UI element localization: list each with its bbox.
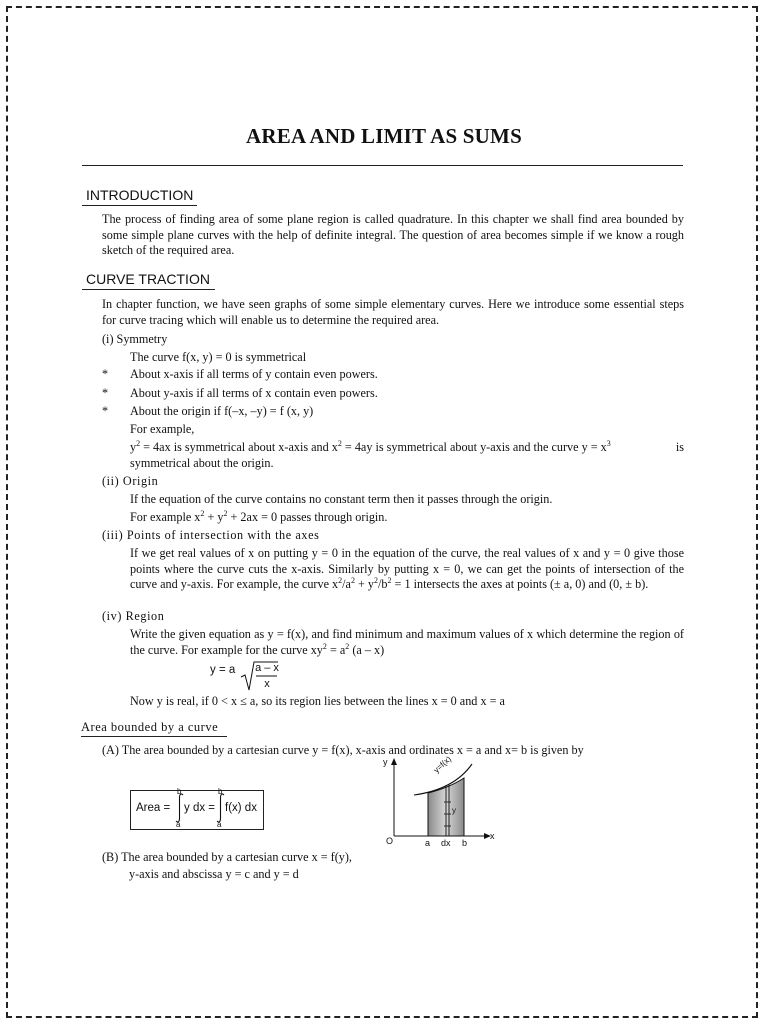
graph-tick-dx: dx xyxy=(441,838,451,848)
region-formula-lhs: y = a xyxy=(210,664,236,676)
area-item-a: (A) The area bounded by a cartesian curve y = f(x), x-axis and ordinates x = a and x= b is given by xyxy=(102,743,584,757)
bullet-1: * xyxy=(102,367,109,381)
origin-example: For example $x^2 + y^2 + 2ax = 0$ passes through origin. xyxy=(130,509,388,524)
curve-traction-underline xyxy=(82,289,215,290)
int1-integrand: y dx = xyxy=(184,802,216,814)
int1-lower-limit: a xyxy=(176,820,181,829)
symmetry-intro: The curve f(x, y) = 0 is symmetrical xyxy=(130,350,307,364)
region-formula-numerator: a – x xyxy=(255,662,279,674)
area-item-b-line2: y-axis and abscissa y = c and y = d xyxy=(129,867,299,881)
graph-y-label: y xyxy=(383,757,388,767)
symmetry-label: (i) Symmetry xyxy=(102,332,168,346)
region-formula-denominator: x xyxy=(264,678,270,690)
curve-traction-text: In chapter function, we have seen graphs of some simple elementary curves. Here we introduce some essential steps for curve tracing which will enable us to determine the required area. xyxy=(102,297,684,327)
graph-curve-label: y=f(x) xyxy=(432,754,454,775)
curve-traction-heading: CURVE TRACTION xyxy=(86,271,210,287)
int1-upper-limit: b xyxy=(177,787,182,796)
symmetry-item-3: About the origin if f(–x, –y) = f (x, y) xyxy=(130,404,314,418)
introduction-text: The process of finding area of some plane region is called quadrature. In this chapter we shall find area bounded by some simple plane curves with the help of definite integral. The question of area becomes simple if we know a rough sketch of the required area. xyxy=(102,212,684,257)
graph-x-label: x xyxy=(490,831,495,841)
symmetry-example-end: symmetrical about the origin. xyxy=(130,456,274,470)
symmetry-item-1: About x-axis if all terms of y contain even powers. xyxy=(130,367,378,381)
int2-lower-limit: a xyxy=(217,820,222,829)
area-formula-label: Area = xyxy=(136,802,171,814)
area-bounded-underline xyxy=(81,736,227,737)
bullet-3: * xyxy=(102,404,109,418)
area-item-b-line1: (B) The area bounded by a cartesian curve x = f(y), xyxy=(102,850,352,864)
int2-integrand: f(x) dx xyxy=(225,802,257,814)
example-label: For example, xyxy=(130,422,195,436)
introduction-underline xyxy=(82,205,197,206)
origin-label: (ii) Origin xyxy=(102,474,159,488)
intersection-text: If we get real values of x on putting y = 0 in the equation of the curve, the real values of x and y = 0 give those points where the curve cuts the x-axis. Similarly by putting x = 0, we can get the points of intersection of the curve and y-axis. For example, the curve $x^2/a^2 + y^2/b^2 = 1$ intersects the axes at points (± a, 0) and (0, ± b). xyxy=(130,546,684,591)
introduction-heading: INTRODUCTION xyxy=(86,187,194,203)
graph-origin-label: O xyxy=(386,836,394,846)
origin-text: If the equation of the curve contains no constant term then it passes through the origin. xyxy=(130,492,553,506)
page-title: AREA AND LIMIT AS SUMS xyxy=(246,124,522,148)
graph-tick-a: a xyxy=(425,838,431,848)
title-rule xyxy=(82,165,683,166)
region-text: Write the given equation as y = f(x), and find minimum and maximum values of x which determine the region of the curve. For example for the curve $xy^2 = a^2$ (a – x) xyxy=(130,627,684,657)
region-label: (iv) Region xyxy=(102,609,165,623)
area-bounded-heading: Area bounded by a curve xyxy=(81,720,219,734)
bullet-2: * xyxy=(102,386,109,400)
region-conclusion: Now y is real, if 0 < x ≤ a, so its region lies between the lines x = 0 and x = a xyxy=(130,694,505,708)
graph-strip-label: y xyxy=(452,806,456,815)
graph-tick-b: b xyxy=(462,838,468,848)
y-axis-arrow-icon xyxy=(391,758,397,765)
intersection-label: (iii) Points of intersection with the axes xyxy=(102,528,320,542)
int2-upper-limit: b xyxy=(218,787,223,796)
symmetry-example: $y^2 = 4ax$ is symmetrical about x-axis and $x^2 = 4ay$ is symmetrical about y-axis and the curve $y = x^3$ is xyxy=(130,439,684,454)
symmetry-item-2: About y-axis if all terms of x contain even powers. xyxy=(130,386,378,400)
